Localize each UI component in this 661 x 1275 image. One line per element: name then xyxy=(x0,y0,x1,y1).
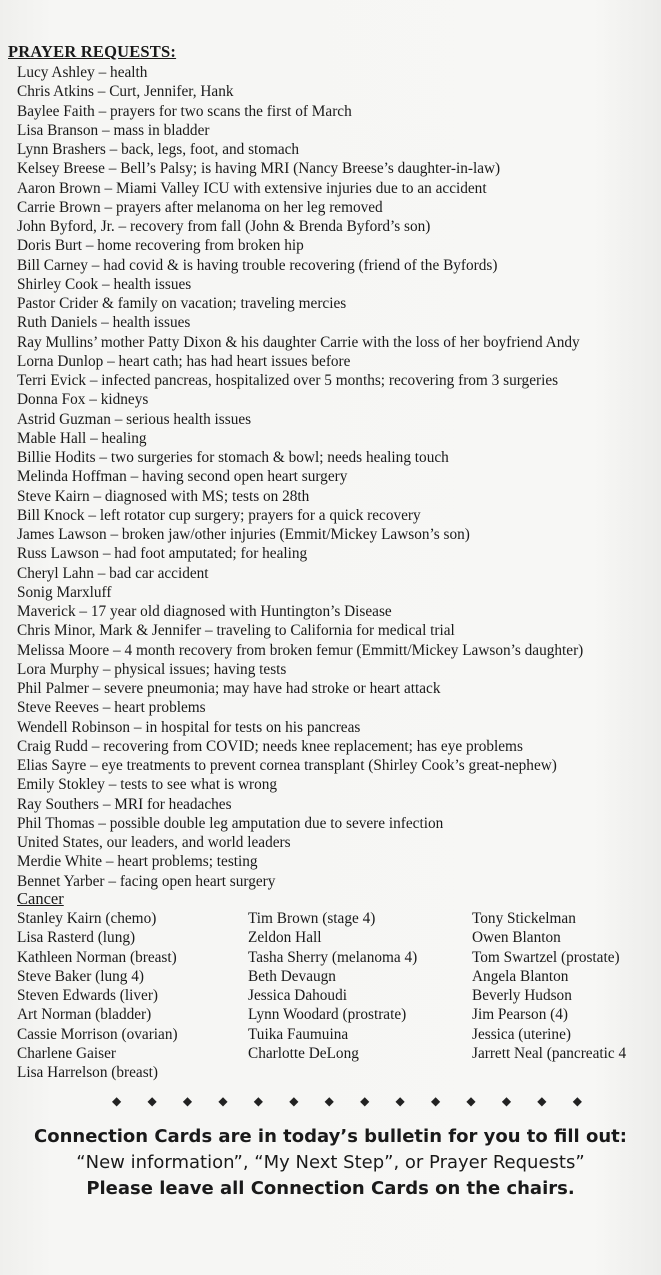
prayer-request-item: Melinda Hoffman – having second open heart surgery xyxy=(17,468,348,486)
prayer-request-item: Terri Evick – infected pancreas, hospitalized over 5 months; recovering from 3 surgeries xyxy=(17,372,559,389)
diamond-icon: ◆ xyxy=(289,1094,299,1108)
cancer-list-item: Art Norman (bladder) xyxy=(17,1006,152,1024)
prayer-request-item: Wendell Robinson – in hospital for tests on his pancreas xyxy=(17,718,361,736)
diamond-icon: ◆ xyxy=(430,1094,441,1108)
prayer-request-item: Lisa Branson – mass in bladder xyxy=(17,121,210,139)
prayer-request-item: Lynn Brashers – back, legs, foot, and stomach xyxy=(17,141,300,158)
diamond-icon: ◆ xyxy=(501,1094,512,1108)
prayer-request-item: Bill Carney – had covid & is having trouble recovering (friend of the Byfords) xyxy=(17,256,498,274)
cancer-list-item: Owen Blanton xyxy=(472,929,561,947)
cancer-list-item: Steven Edwards (liver) xyxy=(17,987,159,1005)
cancer-list-item: Jessica Dahoudi xyxy=(248,987,347,1005)
prayer-request-item: Maverick – 17 year old diagnosed with Huntington’s Disease xyxy=(17,603,392,620)
prayer-request-item: Baylee Faith – prayers for two scans the first of March xyxy=(17,102,352,120)
prayer-request-item: Phil Palmer – severe pneumonia; may have had stroke or heart attack xyxy=(17,680,441,697)
prayer-request-item: Lorna Dunlop – heart cath; has had heart issues before xyxy=(17,352,351,370)
diamond-icon: ◆ xyxy=(466,1094,476,1108)
prayer-request-item: Mable Hall – healing xyxy=(17,429,147,447)
cancer-list-item: Tony Stickelman xyxy=(472,910,576,927)
cancer-list-item: Cassie Morrison (ovarian) xyxy=(17,1025,178,1043)
footer-line-3: Please leave all Connection Cards on the chairs. xyxy=(86,1178,575,1199)
prayer-request-item: Doris Burt – home recovering from broken hip xyxy=(17,237,304,255)
prayer-request-item: James Lawson – broken jaw/other injuries (Emmit/Mickey Lawson’s son) xyxy=(17,526,470,543)
cancer-list-item: Beth Devaugn xyxy=(248,967,336,985)
prayer-request-item: Aaron Brown – Miami Valley ICU with extensive injuries due to an accident xyxy=(17,179,487,197)
prayer-request-item: Pastor Crider & family on vacation; traveling mercies xyxy=(17,295,347,312)
diamond-icon: ◆ xyxy=(537,1094,547,1108)
diamond-icon: ◆ xyxy=(182,1094,193,1108)
cancer-list-item: Stanley Kairn (chemo) xyxy=(17,910,157,927)
prayer-request-item: Ray Mullins’ mother Patty Dixon & his daughter Carrie with the loss of her boyfriend Andy xyxy=(17,333,580,351)
cancer-list-item: Tasha Sherry (melanoma 4) xyxy=(248,948,418,966)
prayer-request-item: United States, our leaders, and world leaders xyxy=(17,834,291,851)
prayer-request-item: Phil Thomas – possible double leg amputation due to severe infection xyxy=(17,814,444,832)
prayer-request-item: Craig Rudd – recovering from COVID; needs knee replacement; has eye problems xyxy=(17,737,523,755)
cancer-list-column-3 xyxy=(472,909,626,1063)
prayer-request-item: Russ Lawson – had foot amputated; for healing xyxy=(17,545,308,563)
prayer-request-item: Shirley Cook – health issues xyxy=(17,275,192,293)
cancer-list-item: Jessica (uterine) xyxy=(472,1025,571,1043)
prayer-request-item: Donna Fox – kidneys xyxy=(17,391,149,409)
prayer-request-item: Chris Minor, Mark & Jennifer – traveling to California for medical trial xyxy=(17,622,455,640)
prayer-request-item: Kelsey Breese – Bell’s Palsy; is having MRI (Nancy Breese’s daughter-in-law) xyxy=(17,160,501,178)
diamond-icon: ◆ xyxy=(395,1094,405,1108)
prayer-request-item: Carrie Brown – prayers after melanoma on her leg removed xyxy=(17,198,383,216)
prayer-request-item: Emily Stokley – tests to see what is wrong xyxy=(17,776,278,794)
diamond-icon: ◆ xyxy=(147,1094,157,1108)
prayer-requests-title: PRAYER REQUESTS: xyxy=(8,42,177,61)
cancer-list-item: Tim Brown (stage 4) xyxy=(248,910,376,927)
prayer-request-item: John Byford, Jr. – recovery from fall (John & Brenda Byford’s son) xyxy=(17,218,431,235)
cancer-list-item: Steve Baker (lung 4) xyxy=(17,967,145,985)
prayer-request-item: Cheryl Lahn – bad car accident xyxy=(17,564,209,582)
diamond-icon: ◆ xyxy=(572,1094,582,1108)
prayer-request-item: Melissa Moore – 4 month recovery from broken femur (Emmitt/Mickey Lawson’s daughter) xyxy=(17,641,584,659)
prayer-request-item: Sonig Marxluff xyxy=(17,583,112,601)
prayer-request-item: Chris Atkins – Curt, Jennifer, Hank xyxy=(17,83,234,101)
diamond-icon: ◆ xyxy=(324,1094,334,1108)
cancer-list-item: Lynn Woodard (prostrate) xyxy=(248,1006,407,1024)
prayer-request-item: Steve Kairn – diagnosed with MS; tests on 28th xyxy=(17,487,310,505)
footer-line-2: “New information”, “My Next Step”, or Prayer Requests” xyxy=(76,1152,585,1173)
diamond-icon: ◆ xyxy=(112,1094,122,1108)
cancer-list-item: Lisa Rasterd (lung) xyxy=(17,929,136,947)
cancer-list-item: Tuika Faumuina xyxy=(248,1025,349,1043)
cancer-list-item: Jim Pearson (4) xyxy=(472,1006,569,1024)
prayer-request-item: Ray Southers – MRI for headaches xyxy=(17,795,232,813)
diamond-icon: ◆ xyxy=(253,1094,263,1108)
prayer-request-item: Merdie White – heart problems; testing xyxy=(17,853,258,871)
cancer-list-column-1 xyxy=(17,909,178,1083)
prayer-request-item: Ruth Daniels – health issues xyxy=(17,314,191,332)
prayer-request-item: Steve Reeves – heart problems xyxy=(17,699,206,717)
cancer-list-item: Jarrett Neal (pancreatic 4 xyxy=(472,1045,627,1063)
cancer-list-item: Charlene Gaiser xyxy=(17,1045,116,1063)
prayer-request-item: Astrid Guzman – serious health issues xyxy=(17,410,252,428)
prayer-request-item: Elias Sayre – eye treatments to prevent cornea transplant (Shirley Cook’s great-nephew) xyxy=(17,757,557,774)
diamond-icon: ◆ xyxy=(360,1094,370,1108)
cancer-list-item: Angela Blanton xyxy=(472,967,569,985)
diamond-divider xyxy=(112,1094,582,1108)
prayer-request-item: Bennet Yarber – facing open heart surgery xyxy=(17,872,276,890)
prayer-request-item: Lucy Ashley – health xyxy=(17,64,148,81)
prayer-request-item: Lora Murphy – physical issues; having tests xyxy=(17,660,287,678)
cancer-list-item: Zeldon Hall xyxy=(248,929,322,947)
cancer-list-column-2 xyxy=(248,909,417,1063)
cancer-list-item: Lisa Harrelson (breast) xyxy=(17,1064,159,1082)
footer-line-1: Connection Cards are in today’s bulletin for you to fill out: xyxy=(34,1126,627,1147)
cancer-list-item: Kathleen Norman (breast) xyxy=(17,948,177,966)
connection-cards-notice xyxy=(0,1124,661,1202)
cancer-list-item: Tom Swartzel (prostate) xyxy=(472,948,620,966)
cancer-list-item: Charlotte DeLong xyxy=(248,1045,359,1063)
prayer-request-list xyxy=(17,63,657,891)
cancer-list-item: Beverly Hudson xyxy=(472,987,572,1005)
prayer-request-item: Bill Knock – left rotator cup surgery; prayers for a quick recovery xyxy=(17,506,421,524)
prayer-request-item: Billie Hodits – two surgeries for stomach & bowl; needs healing touch xyxy=(17,449,449,466)
diamond-icon: ◆ xyxy=(218,1094,228,1108)
cancer-section-title: Cancer xyxy=(17,889,64,908)
